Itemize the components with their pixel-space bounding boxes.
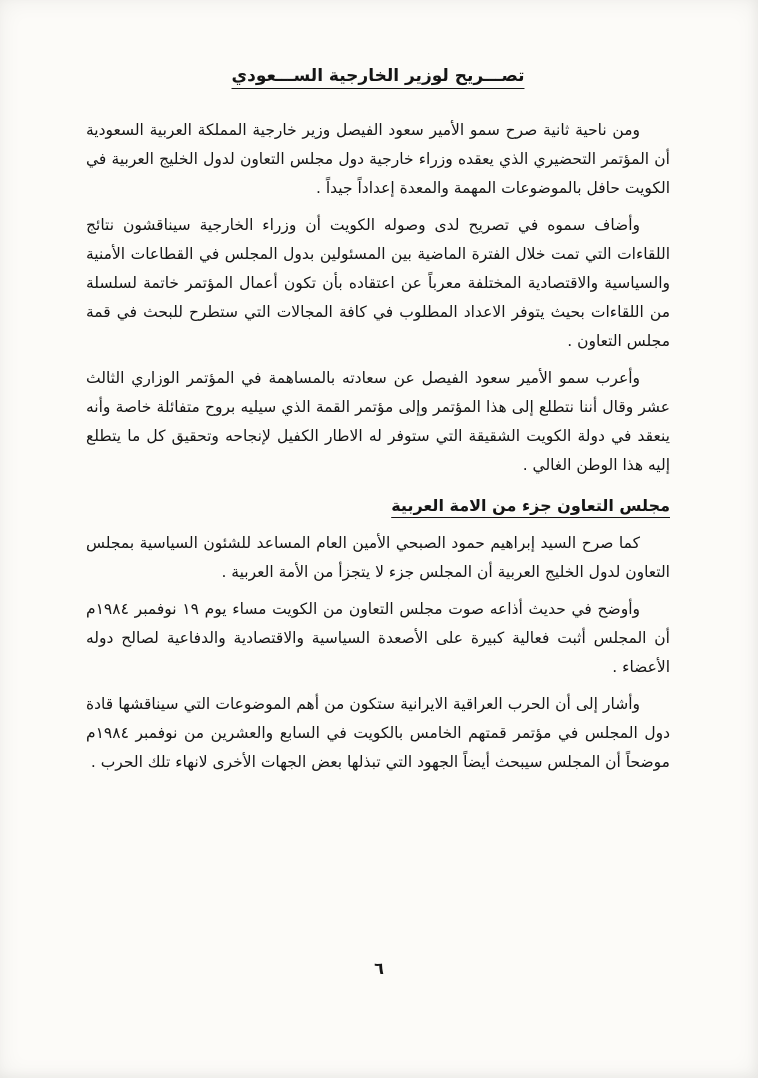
page-number: ٦ [374, 959, 384, 978]
paragraph-2: وأضاف سموه في تصريح لدى وصوله الكويت أن وزراء الخارجية سيناقشون نتائج اللقاءات التي تمت خلال الفترة الماضية بين المسئولين بدول المجلس في القطاعات الأمنية والسياسية والاقتصادية المختلفة معرباً عن اعتقاده بأن تكون أعمال المؤتمر خاتمة لسلسلة من اللقاءات بحيث يتوفر الاعداد المطلوب في كافة المجالات التي ستطرح للبحث في قمة مجلس التعاون . [86, 216, 670, 350]
paragraph-1: ومن ناحية ثانية صرح سمو الأمير سعود الفيصل وزير خارجية المملكة العربية السعودية أن المؤتمر التحضيري الذي يعقده وزراء خارجية دول مجلس التعاون لدول الخليج العربية في الكويت حافل بالموضوعات المهمة والمعدة إعداداً جيداً . [86, 121, 670, 197]
section-body [86, 529, 670, 777]
paragraph-6: وأشار إلى أن الحرب العراقية الايرانية ستكون من أهم الموضوعات التي سيناقشها قادة دول المجلس في مؤتمر قمتهم الخامس بالكويت في السابع والعشرين من نوفمبر ١٩٨٤م موضحاً أن المجلس سيبحث أيضاً الجهود التي تبذلها بعض الجهات الأخرى لانهاء تلك الحرب . [86, 695, 670, 771]
intro-section [86, 116, 670, 480]
section-heading: مجلس التعاون جزء من الامة العربية [391, 496, 670, 515]
paragraph-5: وأوضح في حديث أذاعه صوت مجلس التعاون من الكويت مساء يوم ١٩ نوفمبر ١٩٨٤م أن المجلس أثبت فعالية كبيرة على الأصعدة السياسية والاقتصادية والدفاعية لصالح دوله الأعضاء . [86, 600, 670, 676]
paragraph-4: كما صرح السيد إبراهيم حمود الصبحي الأمين العام المساعد للشئون السياسية بمجلس التعاون لدول الخليج العربية أن المجلس جزء لا يتجزأ من الأمة العربية . [86, 534, 670, 581]
page-title: تصـــريح لوزير الخارجية الســـعودي [231, 66, 525, 86]
paragraph-3: وأعرب سمو الأمير سعود الفيصل عن سعادته بالمساهمة في المؤتمر الوزاري الثالث عشر وقال أننا نتطلع إلى هذا المؤتمر وإلى مؤتمر القمة الذي سيليه بروح متفائلة خاصة وأنه ينعقد في دولة الكويت الشقيقة التي ستوفر له الاطار الكفيل لإنجاحه وتحقيق كل ما يتطلع إليه هذا الوطن الغالي . [86, 369, 670, 474]
